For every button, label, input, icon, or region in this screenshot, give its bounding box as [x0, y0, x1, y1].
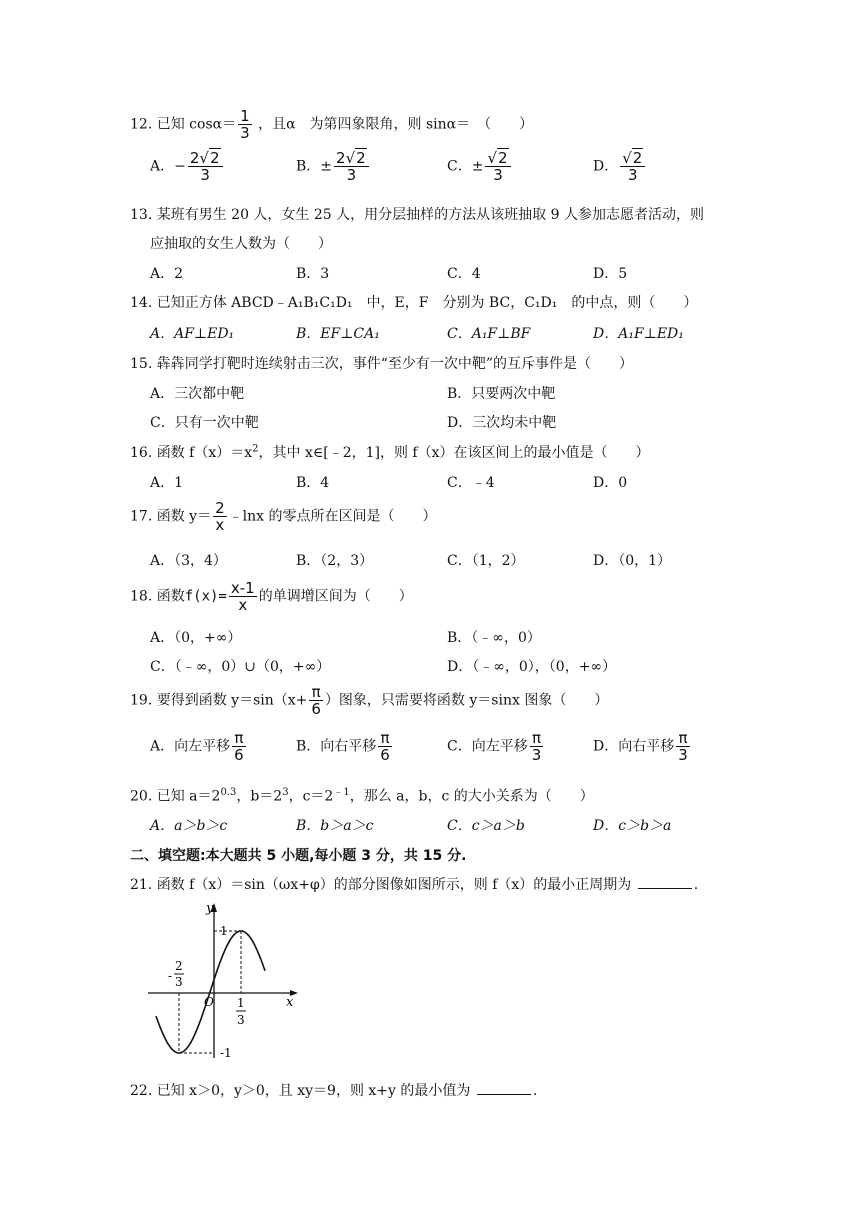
fraction: $\frac{1}{3}$	[240, 107, 250, 142]
option-a[interactable]: A．（0，+∞）	[150, 630, 242, 646]
answer-blank[interactable]	[638, 876, 692, 889]
question-13-cont: 应抽取的女生人数为（ ）	[150, 236, 332, 252]
option-d[interactable]: D．c＞b＞a	[593, 818, 672, 834]
x-tick-right-num: 1	[237, 996, 245, 1010]
question-17: 17. 函数 y＝ $\frac{2}{x}$ ﹣lnx 的零点所在区间是（ ）	[130, 499, 437, 534]
option-c[interactable]: C．﹣4	[447, 475, 495, 491]
option-a[interactable]: A．向左平移 $\frac{\pi}{6}$	[150, 729, 244, 764]
x-tick-left-den: 3	[175, 975, 183, 989]
option-d[interactable]: D．（0，1）	[593, 553, 672, 569]
option-d[interactable]: D．A₁F⊥ED₁	[593, 326, 684, 342]
question-14: 14. 已知正方体 ABCD﹣A₁B₁C₁D₁ 中，E，F 分别为 BC，C₁D₁ 的中点，则（ ）	[130, 295, 698, 311]
question-16: 16. 函数 $f(x)=x^2$，其中 x∈[﹣2，1]，则 f（x）在该区间上的最小值是（ ）	[130, 443, 650, 461]
option-c[interactable]: C．± $\frac{√2}{3}$	[447, 150, 513, 183]
option-c[interactable]: C．向左平移 $\frac{\pi}{3}$	[447, 729, 542, 764]
sine-graph	[140, 898, 310, 1066]
option-a[interactable]: A．（3，4）	[150, 553, 227, 569]
question-13: 13. 某班有男生 20 人，女生 25 人，用分层抽样的方法从该班抽取 9 人参加志愿者活动，则	[130, 207, 704, 223]
option-a[interactable]: A．a＞b＞c	[150, 818, 228, 834]
option-c[interactable]: C．（1，2）	[447, 553, 525, 569]
option-d[interactable]: D． $\frac{√2}{3}$	[593, 150, 647, 183]
question-15: 15. 犇犇同学打靶时连续射击三次，事件“至少有一次中靶”的互斥事件是（ ）	[130, 356, 634, 372]
y-label: y	[206, 901, 214, 916]
option-d[interactable]: D．向右平移 $\frac{\pi}{3}$	[593, 729, 688, 764]
option-a[interactable]: A．三次都中靶	[150, 386, 245, 402]
option-c[interactable]: C．只有一次中靶	[150, 415, 259, 431]
option-d[interactable]: D．0	[593, 475, 628, 491]
option-b[interactable]: B．4	[296, 475, 330, 491]
question-19: 19. 要得到函数 y＝sin（x+ $\frac{\pi}{6}$ ）图象，只需要将函数 y＝sinx 图象（ ）	[130, 683, 609, 718]
option-c[interactable]: C．c＞a＞b	[447, 818, 525, 834]
question-12: 12. 已知 cosα＝ $\frac{1}{3}$ ，且α 为第四象限角，则 sinα＝ （ ）	[130, 107, 534, 142]
option-a[interactable]: A．2	[150, 266, 184, 282]
y-tick-top: 1	[220, 924, 228, 938]
question-22: 22. 已知 x＞0，y＞0，且 xy＝9，则 x+y 的最小值为 .	[130, 1083, 538, 1099]
option-b[interactable]: B．只要两次中靶	[447, 386, 556, 402]
x-label: x	[286, 995, 294, 1010]
question-18: 18. 函数f(x)= $\frac{x-1}{x}$ 的单调增区间为（ ）	[130, 579, 413, 614]
option-b[interactable]: B．3	[296, 266, 330, 282]
option-c[interactable]: C．4	[447, 266, 481, 282]
option-a[interactable]: A．1	[150, 475, 184, 491]
option-b[interactable]: B．（2，3）	[296, 553, 374, 569]
option-a[interactable]: A．− $\frac{2√2}{3}$	[150, 150, 225, 183]
option-a[interactable]: A．AF⊥ED₁	[150, 326, 235, 342]
sine-curve	[156, 931, 265, 1053]
section-heading: 二、填空题:本大题共 5 小题,每小题 3 分，共 15 分.	[130, 848, 467, 864]
question-21: 21. 函数 f（x）＝sin（ωx+φ）的部分图像如图所示，则 f（x）的最小正周期为 .	[130, 877, 699, 893]
option-d[interactable]: D．（﹣∞，0），（0，+∞）	[447, 659, 617, 675]
option-b[interactable]: B．EF⊥CA₁	[296, 326, 380, 342]
option-b[interactable]: B．向右平移 $\frac{\pi}{6}$	[296, 729, 390, 764]
x-tick-right-den: 3	[237, 1013, 245, 1027]
origin-label: O	[204, 995, 214, 1009]
option-d[interactable]: D．三次均未中靶	[447, 415, 557, 431]
answer-blank[interactable]	[477, 1082, 531, 1095]
option-b[interactable]: B．± $\frac{2√2}{3}$	[296, 150, 371, 183]
option-b[interactable]: B．（﹣∞，0）	[447, 630, 541, 646]
option-c[interactable]: C．A₁F⊥BF	[447, 326, 531, 342]
y-tick-bottom: -1	[220, 1046, 232, 1060]
option-c[interactable]: C．（﹣∞，0）∪（0，+∞）	[150, 659, 331, 675]
question-20: 20. 已知 $a=2^{0.3}$，$b=2^3$，$c=2^{﹣1}$，那么 a，b，c 的大小关系为（ ）	[130, 787, 594, 805]
x-tick-left-sign: -	[168, 969, 173, 983]
x-tick-left-num: 2	[175, 959, 183, 973]
option-b[interactable]: B．b＞a＞c	[296, 818, 374, 834]
option-d[interactable]: D．5	[593, 266, 628, 282]
